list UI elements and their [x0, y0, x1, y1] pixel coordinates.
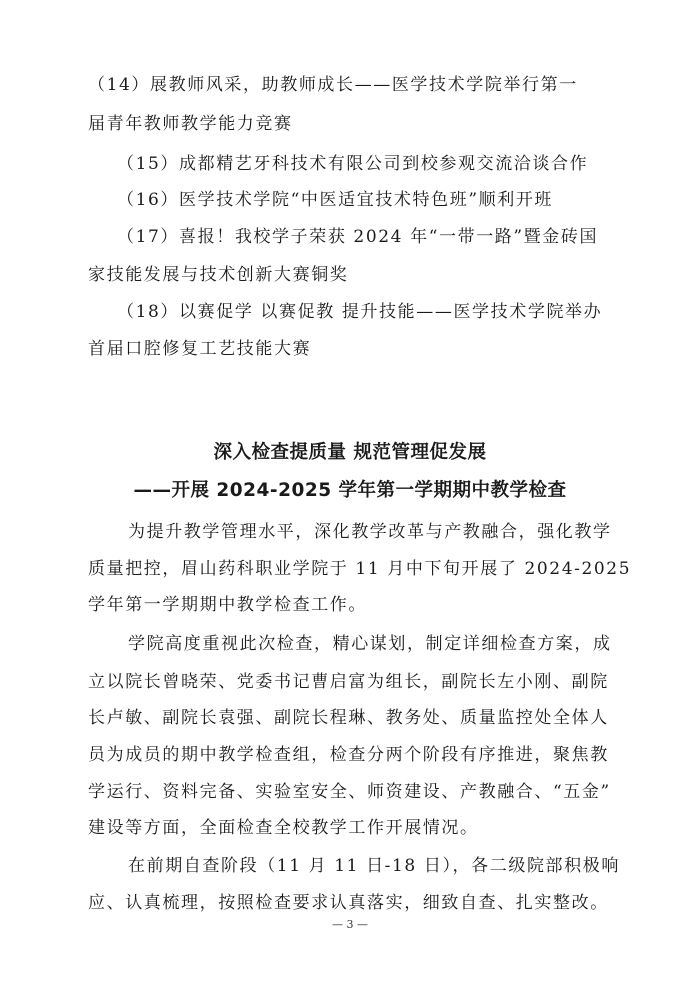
article-subtitle: ——开展 2024-2025 学年第一学期期中教学检查: [133, 480, 567, 501]
paragraph-2-line-3: 长卢敏、副院长袁强、副院长程琳、教务处、质量监控处全体人: [88, 708, 609, 728]
paragraph-2-line-2: 立以院长曾晓荣、党委书记曹启富为组长，副院长左小刚、副院: [88, 672, 609, 692]
paragraph-3-line-1: 在前期自查阶段（11 月 11 日-18 日），各二级院部积极响: [128, 856, 620, 876]
paragraph-2-line-1: 学院高度重视此次检查，精心谋划，制定详细检查方案，成: [128, 634, 612, 654]
news-item-17-line-2: 家技能发展与技术创新大赛铜奖: [88, 265, 349, 285]
news-item-18-line-1: （18）以赛促学 以赛促教 提升技能——医学技术学院举办: [117, 302, 603, 322]
news-item-18-line-2: 首届口腔修复工艺技能大赛: [88, 339, 312, 359]
news-item-14-line-1: （14）展教师风采，助教师成长——医学技术学院举行第一: [88, 75, 578, 95]
news-item-17-line-1: （17）喜报！我校学子荣获 2024 年“一带一路”暨金砖国: [117, 227, 599, 247]
article-title: 深入检查提质量 规范管理促发展: [213, 442, 487, 463]
paragraph-1-line-2: 质量把控，眉山药科职业学院于 11 月中下旬开展了 2024-2025: [88, 559, 632, 579]
paragraph-2-line-5: 学运行、资料完备、实验室安全、师资建设、产教融合、“五金”: [88, 782, 611, 802]
paragraph-2-line-4: 员为成员的期中教学检查组，检查分两个阶段有序推进，聚焦教: [88, 745, 609, 765]
paragraph-1-line-1: 为提升教学管理水平，深化教学改革与产教融合，强化教学: [128, 522, 612, 542]
news-item-14-line-2: 届青年教师教学能力竞赛: [88, 114, 293, 134]
paragraph-3-line-2: 应、认真梳理，按照检查要求认真落实，细致自查、扎实整改。: [88, 893, 609, 913]
page-number: — 3 —: [332, 918, 368, 931]
paragraph-2-line-6: 建设等方面，全面检查全校教学工作开展情况。: [88, 818, 479, 838]
news-item-16: （16）医学技术学院“中医适宜技术特色班”顺利开班: [117, 190, 554, 210]
news-item-15: （15）成都精艺牙科技术有限公司到校参观交流洽谈合作: [117, 154, 589, 174]
paragraph-1-line-3: 学年第一学期期中教学检查工作。: [88, 595, 367, 615]
